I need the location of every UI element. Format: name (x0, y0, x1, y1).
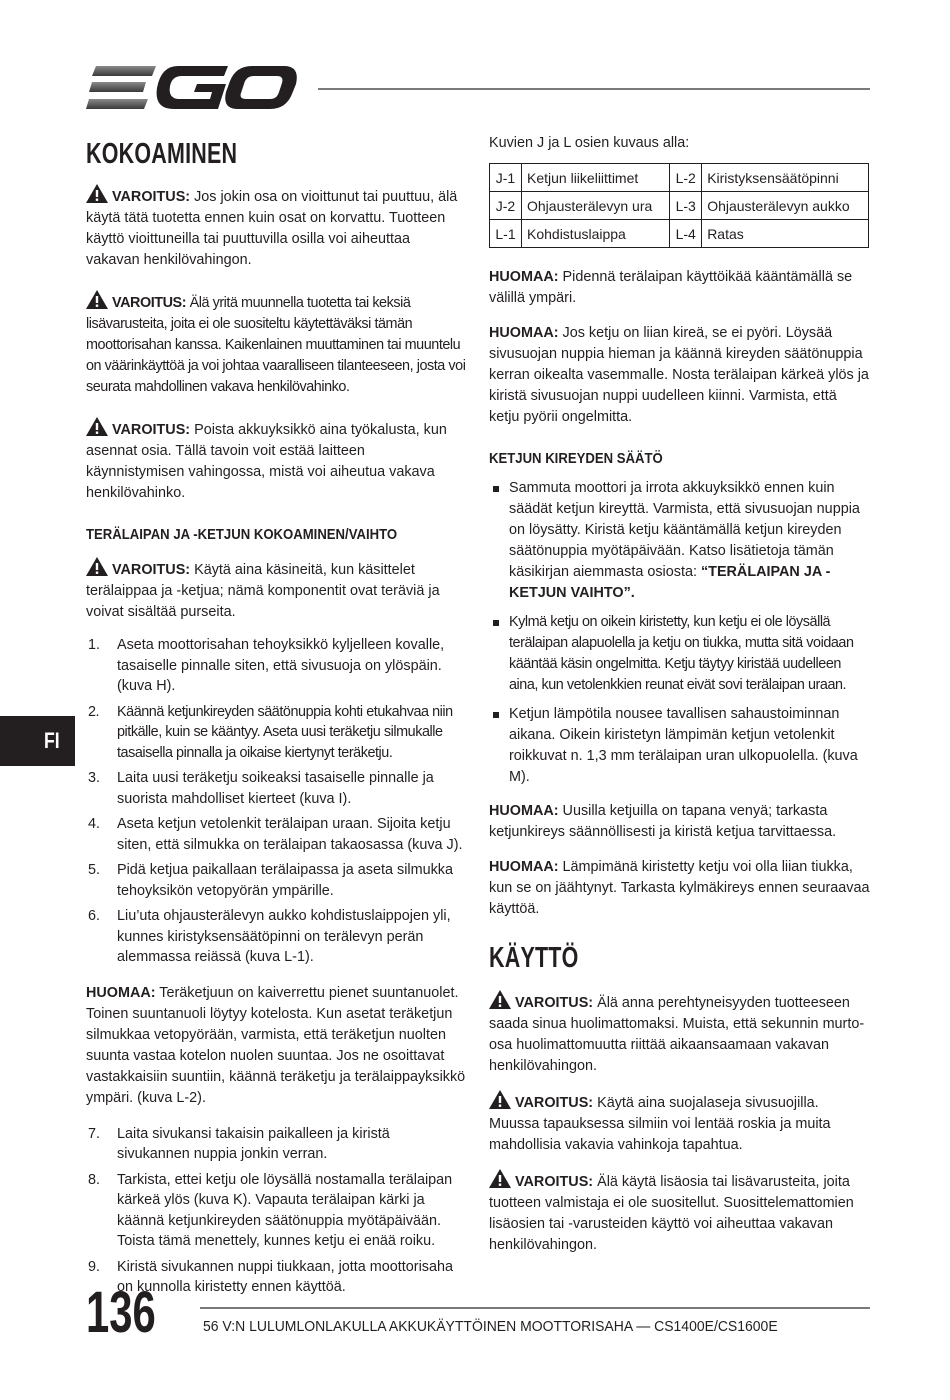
language-tab-label: FI (44, 728, 60, 753)
bullet-text: Sammuta moottori ja irrota akkuyksikkö ennen kuin säädät ketjun kireyttä. Varmista, että sivusuojan nuppia on löysätty. Kiristä ketju kääntämällä ketjun kireyden säätönuppia myötäpäivään. Katso lisätietoja tämän käsikirjan aiemmasta osiosta: (509, 480, 860, 580)
steps-list-2 (86, 1124, 466, 1298)
list-item (86, 906, 466, 968)
note-text: Pidennä terälaipan käyttöikää kääntämällä se välillä ympäri. (489, 269, 853, 306)
note-label: HUOMAA: (489, 325, 559, 341)
warning-label: VAROITUS: (112, 295, 187, 311)
table-row (490, 164, 869, 192)
cross-reference: “TERÄLAIPAN JA -KETJUN VAIHTO”. (509, 564, 831, 601)
step-text: Aseta ketjun vetolenkit terälaipan uraan. Sijoita ketju siten, että silmukka on terälaipan takaosassa (kuva J). (117, 816, 463, 853)
note-label: HUOMAA: (489, 269, 559, 285)
section-heading-kaytto: KÄYTTÖ (489, 942, 579, 974)
warning-triangle-icon (489, 990, 511, 1009)
step-text: Kiristä sivukannen nuppi tiukkaan, jotta moottorisaha on kunnolla kiristetty ennen käyttöä. (117, 1258, 453, 1295)
note-label: HUOMAA: (489, 859, 559, 875)
list-item (86, 635, 466, 697)
table-cell-code: J-2 (490, 192, 522, 220)
step-number: 2. (88, 703, 100, 720)
steps-list-1 (86, 635, 466, 968)
list-item (489, 612, 871, 696)
bullet-text: Ketjun lämpötila nousee tavallisen sahaustoiminnan aikana. Oikein kiristetyn lämpimän ketjun vetolenkit roikkuvat n. 1,3 mm terälaipan uran ulkopuolella. (kuva M). (509, 706, 858, 785)
step-number: 8. (88, 1171, 101, 1188)
warning-text: Älä käytä lisäosia tai lisävarusteita, joita tuotteen valmistaja ei ole suositellut. Suosittelemattomien lisäosien tai -varusteiden käyttö voi aiheuttaa vakavan henkilövahingon. (489, 1174, 854, 1253)
list-item (86, 860, 466, 901)
note-label: HUOMAA: (86, 984, 156, 1001)
warning-7 (489, 1169, 871, 1256)
step-text: Käännä ketjunkireyden säätönuppia kohti etukahvaa niin pitkälle, kuin se kääntyy. Aseta uusi teräketju silmukalle tasaisella pinnalla ja oikaise kiertynyt teräketju. (117, 703, 453, 761)
step-text: Pidä ketjua paikallaan terälaipassa ja aseta silmukka tehoyksikön vetopyörän ympärille. (117, 862, 453, 899)
warning-triangle-icon (86, 184, 108, 203)
bullet-text: Kylmä ketju on oikein kiristetty, kun ketju ei ole löysällä terälaipan alapuolella ja ketju on tiukka, mutta sitä voidaan kääntää käsin ongelmitta. Ketju täytyy kiristää uudelleen aina, kun vetolenkkien reunat eivät sovi terälaipan uraan. (509, 614, 854, 693)
warning-triangle-icon (489, 1090, 511, 1109)
note-text: Jos ketju on liian kireä, se ei pyöri. Löysää sivusuojan nuppia hieman ja käännä kireyden säätönuppia kerran oikealta vasemmalle. Nosta terälaipan kärkeä ylös ja kiristä sivusuojan nuppi uudelleen kiinni. Varmista, että ketju pyörii ongelmitta. (489, 325, 869, 425)
warning-text: Jos jokin osa on vioittunut tai puuttuu, älä käytä tätä tuotetta ennen kuin osat on korvattu. Tuotteen käyttö vioittuneilla tai puuttuvilla osilla voi aiheuttaa vakavan henkilövahingon. (86, 189, 458, 268)
note-2 (489, 323, 871, 428)
step-number: 9. (88, 1258, 101, 1275)
warning-label: VAROITUS: (515, 1174, 594, 1190)
ego-logo-graphic (86, 62, 298, 114)
warning-6 (489, 1090, 871, 1156)
step-text: Tarkista, ettei ketju ole löysällä nostamalla terälaipan kärkeä ylös (kuva K). Vapauta terälaipan kärki ja käännä ketjunkireyden säätönuppia myötäpäivään. Toista tämä menettely, kunnes ketju ei enää roiku. (117, 1171, 453, 1249)
step-number: 4. (88, 816, 101, 832)
table-row (490, 192, 869, 220)
table-cell-label: Ratas (702, 220, 869, 248)
note-3 (489, 801, 871, 843)
warning-label: VAROITUS: (515, 1095, 594, 1111)
language-tab (0, 716, 75, 766)
right-column (489, 130, 871, 1256)
step-text: Laita uusi teräketju soikeaksi tasaiselle pinnalle ja suorista mahdolliset kierteet (kuva I). (117, 770, 434, 807)
header-rule (318, 88, 870, 90)
table-cell-label: Kiristyksensäätöpinni (702, 164, 869, 192)
warning-triangle-icon (86, 290, 108, 309)
table-row (490, 220, 869, 248)
step-number: 6. (88, 908, 101, 924)
step-text: Liu’uta ohjausterälevyn aukko kohdistuslaippojen yli, kunnes kiristyksensäätöpinni on terälevyn perän alemmassa reiässä (kuva L-1). (117, 908, 451, 965)
list-item (86, 1124, 466, 1165)
warning-text: Käytä aina suojalaseja sivusuojilla. Muussa tapauksessa silmiin voi lentää roskia ja muita mahdollisia vakavia vahinkoja tapahtua. (489, 1095, 831, 1153)
warning-text: Poista akkuyksikkö aina työkalusta, kun asennat osia. Tällä tavoin voit estää laitteen käynnistymisen vahingossa, mistä voi aiheutua vakava henkilövahinko. (86, 422, 447, 501)
table-cell-code: L-2 (670, 164, 702, 192)
step-text: Aseta moottorisahan tehoyksikkö kyljelleen kovalle, tasaiselle pinnalle siten, että sivusuoja on ylöspäin. (kuva H). (117, 637, 445, 694)
note-arrows (86, 983, 466, 1109)
warning-text: Älä yritä muunnella tuotetta tai keksiä lisävarusteita, joita ei ole suositeltu käytettäväksi tämän moottorisahan kanssa. Kaikenlainen muuttaminen tai muuntelu on väärinkäyttöä ja voi johtaa vaaralliseen tilanteeseen, josta voi seurata mahdollinen vakava henkilövahinko. (86, 295, 466, 395)
step-number: 3. (88, 770, 101, 786)
warning-2 (86, 290, 466, 398)
subheading-assembly: TERÄLAIPAN JA -KETJUN KOKOAMINEN/VAIHTO (86, 527, 398, 543)
step-number: 5. (88, 862, 101, 878)
warning-label: VAROITUS: (112, 189, 191, 205)
list-item (86, 1170, 466, 1252)
warning-label: VAROITUS: (112, 422, 191, 438)
table-cell-label: Ohjausterälevyn aukko (702, 192, 869, 220)
warning-3 (86, 417, 466, 504)
note-label: HUOMAA: (489, 803, 559, 819)
bullet-square-icon (493, 712, 499, 718)
warning-text: Käytä aina käsineitä, kun käsittelet terälaippaa ja -ketjua; nämä komponentit ovat teräviä ja voivat sisältää purseita. (86, 562, 440, 620)
note-text: Uusilla ketjuilla on tapana venyä; tarkasta ketjunkireys säännöllisesti ja kiristä ketjua tarvittaessa. (489, 803, 837, 840)
note-4 (489, 857, 871, 920)
ego-logo (86, 62, 298, 114)
footer-title: 56 V:N LULUMLONLAKULLA AKKUKÄYTTÖINEN MOOTTORISAHA — CS1400E/CS1600E (203, 1318, 778, 1335)
table-cell-code: J-1 (490, 164, 522, 192)
warning-label: VAROITUS: (515, 995, 594, 1011)
table-cell-code: L-3 (670, 192, 702, 220)
section-heading-kokoaminen: KOKOAMINEN (86, 138, 238, 170)
warning-1 (86, 184, 466, 271)
table-cell-code: L-4 (670, 220, 702, 248)
parts-table (489, 163, 869, 248)
left-column (86, 130, 466, 1298)
bullet-square-icon (493, 486, 499, 492)
step-text: Laita sivukansi takaisin paikalleen ja kiristä sivukannen nuppia jonkin verran. (117, 1125, 390, 1162)
step-number: 1. (88, 637, 101, 653)
warning-triangle-icon (86, 417, 108, 436)
subheading-chain-tension: KETJUN KIREYDEN SÄÄTÖ (489, 451, 663, 467)
list-item (86, 768, 466, 809)
page-number: 136 (86, 1280, 156, 1345)
list-item (489, 704, 871, 788)
note-text: Lämpimänä kiristetty ketju voi olla liian tiukka, kun se on jäähtynyt. Tarkasta kylmäkireys ennen seuraavaa käyttöä. (489, 859, 870, 917)
table-intro: Kuvien J ja L osien kuvaus alla: (489, 135, 690, 151)
warning-text: Älä anna perehtyneisyyden tuotteeseen saada sinua huolimattomaksi. Muista, että sekunnin murto-osa huolimattomuutta riittää aikaansaamaan vakavan henkilövahingon. (489, 995, 865, 1074)
warning-triangle-icon (489, 1169, 511, 1188)
note-1 (489, 267, 871, 309)
list-item (489, 478, 871, 604)
footer-rule (200, 1307, 870, 1309)
warning-label: VAROITUS: (112, 562, 191, 578)
table-cell-label: Ohjausterälevyn ura (522, 192, 670, 220)
warning-5 (489, 990, 871, 1077)
table-cell-code: L-1 (490, 220, 522, 248)
table-cell-label: Ketjun liikeliittimet (522, 164, 670, 192)
list-item (86, 814, 466, 855)
tension-bullets (489, 478, 871, 788)
list-item (86, 702, 466, 764)
table-cell-label: Kohdistuslaippa (522, 220, 670, 248)
warning-triangle-icon (86, 557, 108, 576)
note-text: Teräketjuun on kaiverrettu pienet suuntanuolet. Toinen suuntanuoli löytyy kotelosta. Kun asetat teräketjun silmukkaa vetopyörään, varmista, että teräketjun nuolten suunta vastaa kotelon nuolen suuntaa. Jos ne osoittavat vastakkaisiin suuntiin, käännä teräketju ja terälaippayksikkö ympäri. (kuva L-2). (86, 984, 466, 1106)
bullet-square-icon (493, 620, 499, 626)
warning-4 (86, 557, 466, 623)
step-number: 7. (88, 1125, 101, 1142)
